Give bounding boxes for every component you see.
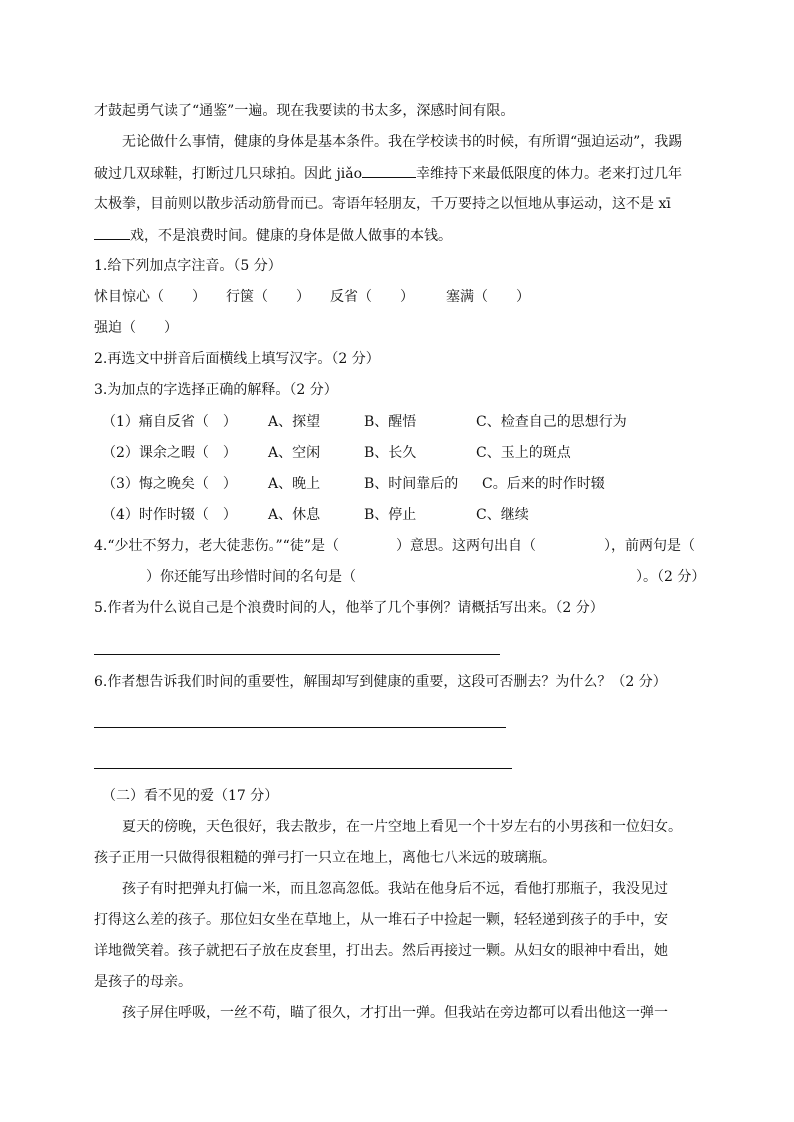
q3-stem: （4）时作时辍（ ） [102, 507, 237, 523]
passage-line: 是孩子的母亲。 [94, 974, 192, 990]
question-2-title: 2.再选文中拼音后面横线上填写汉字。（2 分） [94, 351, 380, 367]
answer-line[interactable] [94, 654, 500, 655]
passage-line [94, 163, 682, 183]
q4-text: 4.“少壮不努力，老大徒悲伤。”“徒”是（ [94, 538, 339, 554]
pinyin-item[interactable]: 塞满（ ） [446, 289, 530, 305]
pinyin-item[interactable]: 反省（ ） [330, 289, 414, 305]
passage-line: 无论做什么事情，健康的身体是基本条件。我在学校读书的时候，有所谓“强迫运动”，我踢 [122, 134, 683, 150]
q3-option-b[interactable]: B、停止 [364, 507, 417, 523]
passage-text: 幸维持下来最低限度的体力。老来打过几年 [416, 166, 683, 182]
question-3-title: 3.为加点的字选择正确的解释。（2 分） [94, 382, 338, 398]
pinyin-item[interactable]: 强迫（ ） [94, 320, 178, 336]
q4-text: ）意思。这两句出自（ [396, 538, 536, 554]
passage-line: 详地微笑着。孩子就把石子放在皮套里，打出去。然后再接过一颗。从妇女的眼神中看出，她 [94, 943, 668, 959]
q3-option-a[interactable]: A、空闲 [268, 445, 321, 461]
q3-option-b[interactable]: B、时间靠后的 [364, 476, 459, 492]
q3-option-b[interactable]: B、醒悟 [364, 414, 417, 430]
passage-line: 孩子正用一只做得很粗糙的弹弓打一只立在地上，离他七八米远的玻璃瓶。 [94, 850, 556, 866]
passage-line: 孩子有时把弹丸打偏一米，而且忽高忽低。我站在他身后不远，看他打那瓶子，我没见过 [122, 881, 668, 897]
q3-option-c[interactable]: C、继续 [476, 507, 529, 523]
passage-line: 才鼓起勇气读了“通鉴”一遍。现在我要读的书太多，深感时间有限。 [94, 103, 515, 119]
q3-option-c[interactable]: C。后来的时作时辍 [482, 476, 605, 492]
fill-blank[interactable] [94, 225, 130, 240]
passage-line: 夏天的傍晚，天色很好，我去散步，在一片空地上看见一个十岁左右的小男孩和一位妇女。 [122, 819, 682, 835]
q3-option-a[interactable]: A、晚上 [268, 476, 321, 492]
pinyin-item[interactable]: 怵目惊心（ ） [94, 289, 206, 305]
q3-stem: （1）痛自反省（ ） [102, 414, 237, 430]
fill-blank[interactable] [362, 163, 416, 178]
passage-line [94, 225, 452, 245]
passage-line: 孩子屏住呼吸，一丝不苟，瞄了很久，才打出一弹。但我站在旁边都可以看出他这一弹一 [122, 1005, 668, 1021]
q3-option-a[interactable]: A、探望 [268, 414, 321, 430]
passage-line: 打得这么差的孩子。那位妇女坐在草地上，从一堆石子中捡起一颗，轻轻递到孩子的手中，安 [94, 912, 668, 928]
section-heading: （二）看不见的爱（17 分） [102, 788, 279, 804]
question-6-title: 6.作者想告诉我们时间的重要性，解围却写到健康的重要，这段可否删去？为什么？（2 分） [94, 674, 667, 690]
q3-option-c[interactable]: C、检查自己的思想行为 [476, 414, 627, 430]
q3-option-c[interactable]: C、玉上的斑点 [476, 445, 571, 461]
q4-text: ），前两句是（ [604, 538, 695, 554]
passage-text: 戏，不是浪费时间。健康的身体是做人做事的本钱。 [130, 228, 452, 244]
q3-stem: （3）悔之晚矣（ ） [102, 476, 237, 492]
question-5-title: 5.作者为什么说自己是个浪费时间的人，他举了几个事例？请概括写出来。（2 分） [94, 600, 604, 616]
q3-option-a[interactable]: A、休息 [268, 507, 321, 523]
question-1-title: 1.给下列加点字注音。（5 分） [94, 258, 282, 274]
pinyin-item[interactable]: 行箧（ ） [226, 289, 310, 305]
q3-stem: （2）课余之暇（ ） [102, 445, 237, 461]
q4-text: ）你还能写出珍惜时间的名句是（ [146, 569, 356, 585]
passage-line: 太极拳，目前则以散步活动筋骨而已。寄语年轻朋友，千万要持之以恒地从事运动，这不是 xī [94, 196, 671, 212]
q4-text: ）。（2 分） [636, 569, 706, 585]
answer-line[interactable] [94, 768, 512, 769]
q3-option-b[interactable]: B、长久 [364, 445, 417, 461]
passage-text: 破过几双球鞋，打断过几只球拍。因此 jiǎo [94, 166, 363, 182]
answer-line[interactable] [94, 727, 506, 728]
